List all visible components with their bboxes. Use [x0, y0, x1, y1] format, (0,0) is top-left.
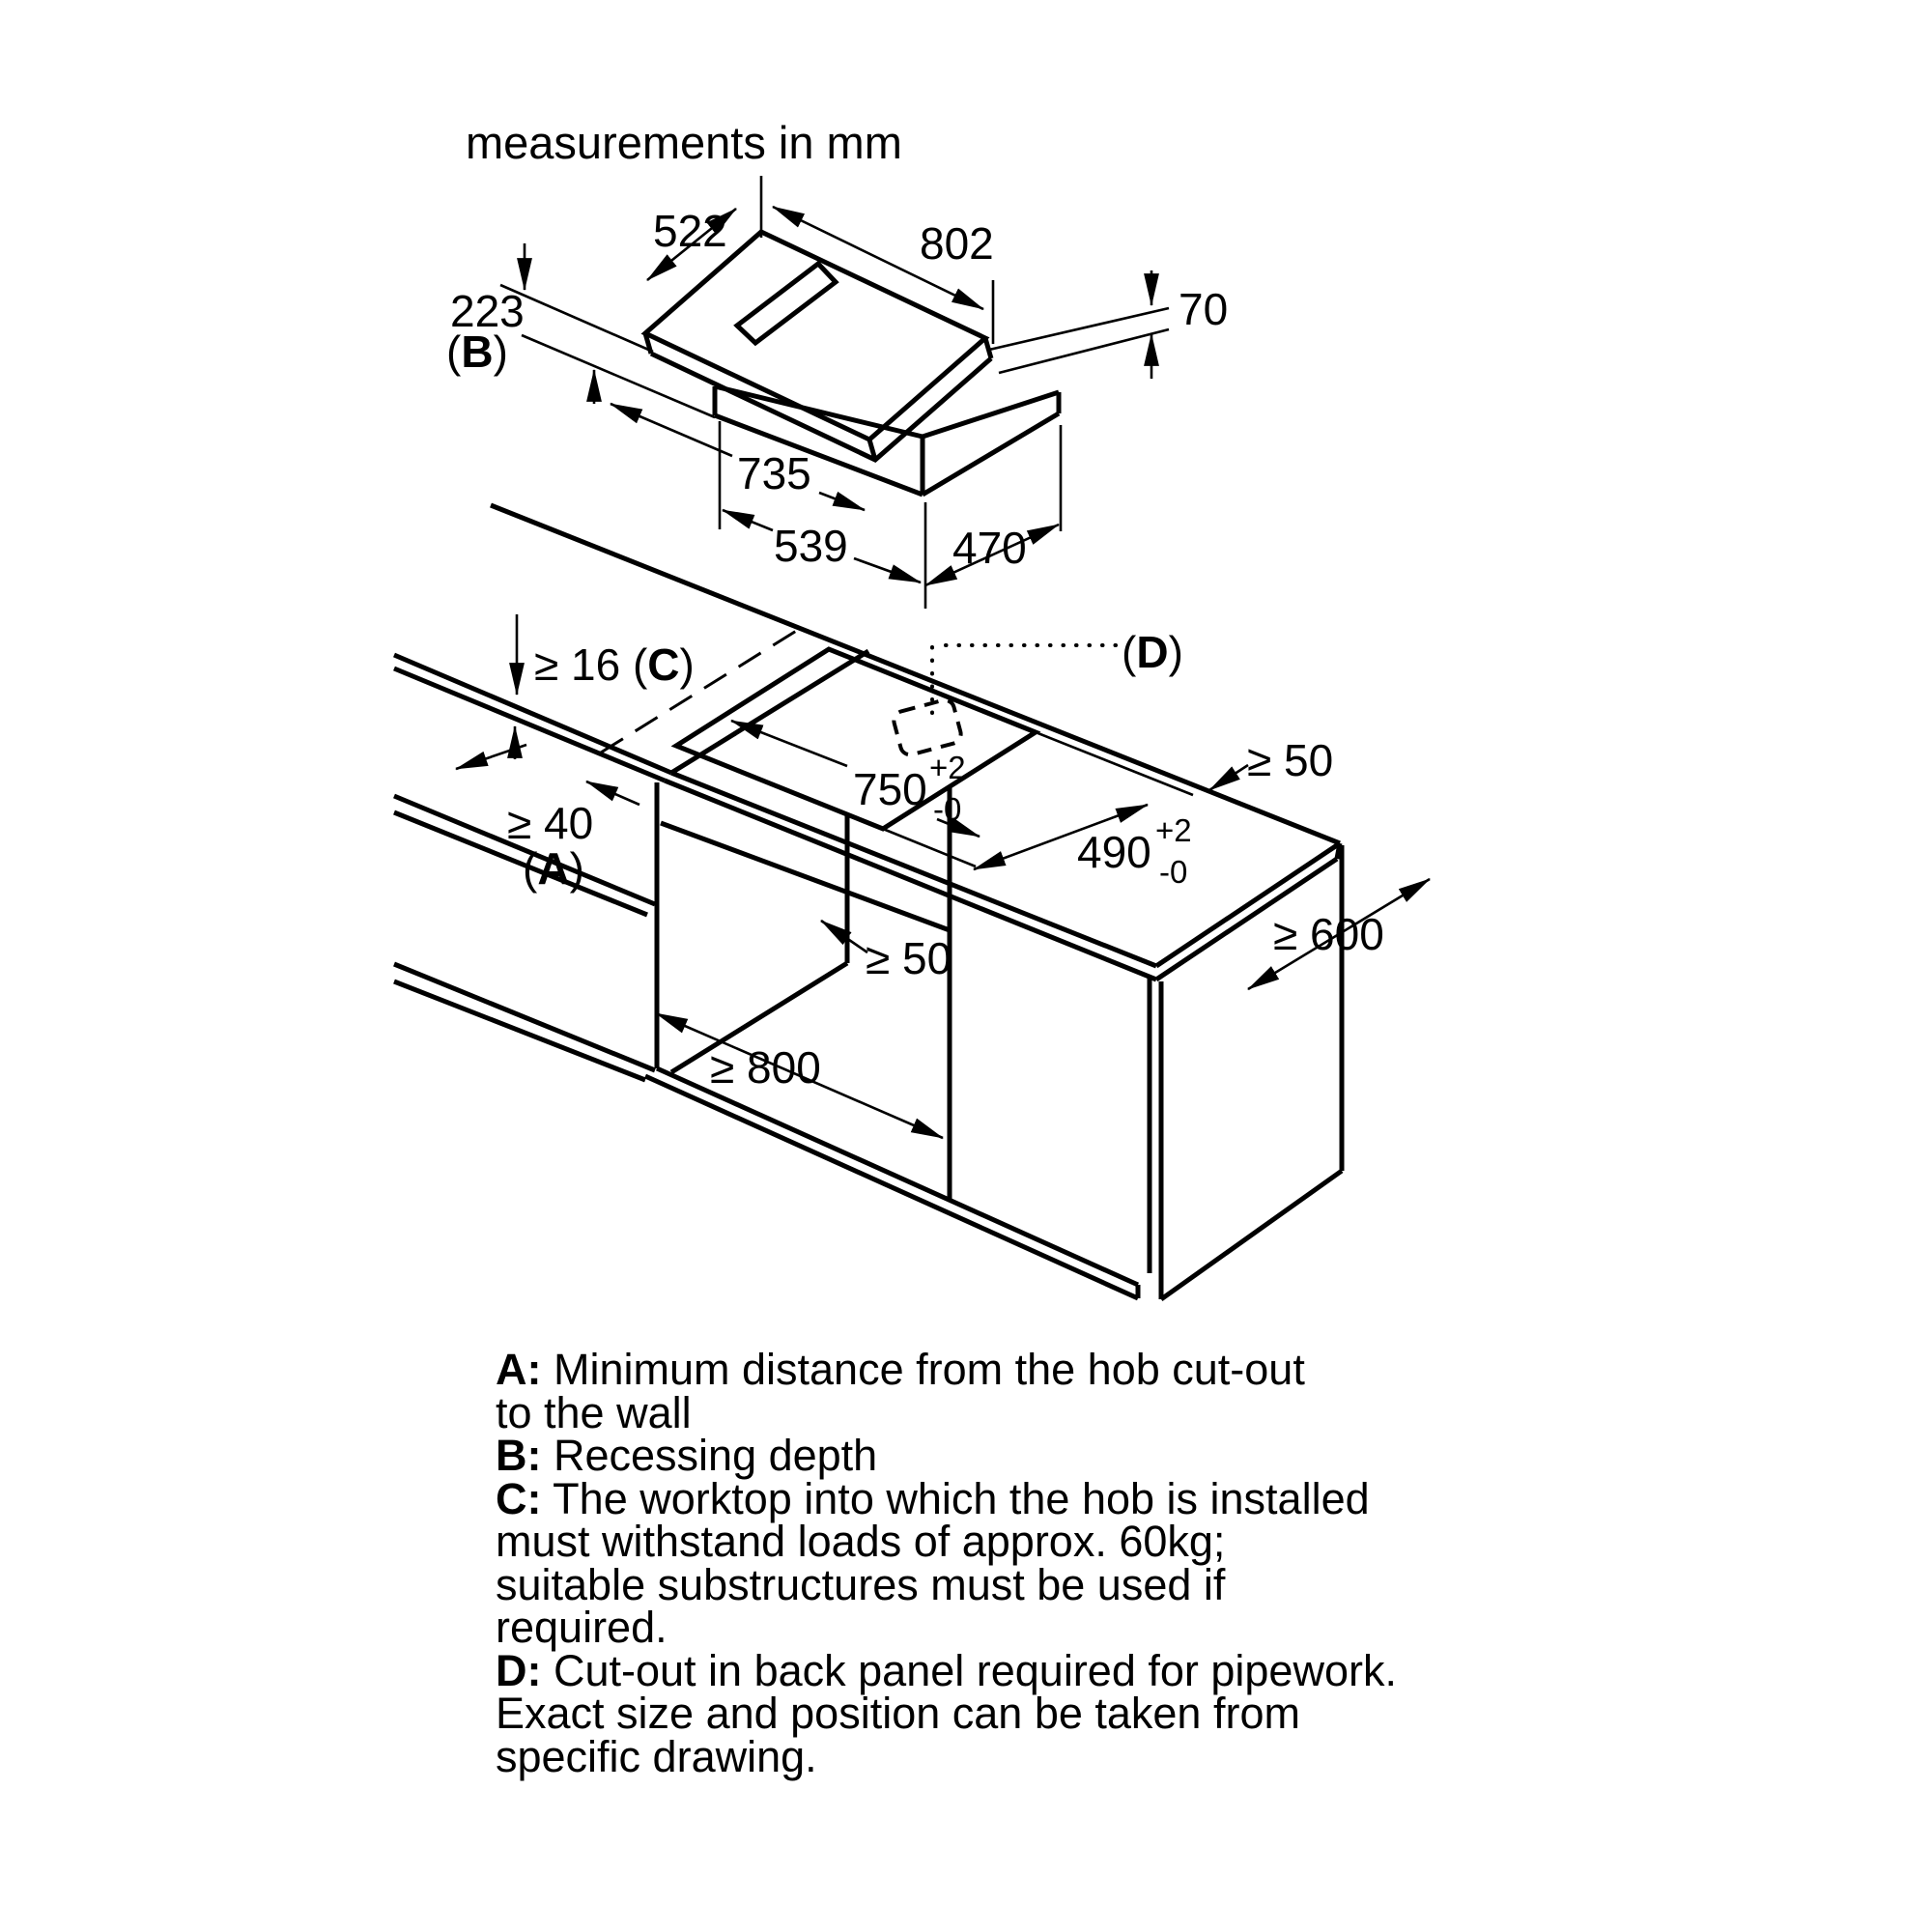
dim-cabinet-depth	[1248, 879, 1430, 989]
dim-800-label: ≥ 800	[710, 1042, 821, 1093]
dim-470	[925, 425, 1061, 585]
dim-wall-distance	[456, 745, 639, 894]
dim-70	[989, 270, 1228, 379]
vent-slot	[737, 264, 836, 343]
dim-223-label: 223	[450, 286, 525, 336]
legend-row: B: Recessing depth	[496, 1431, 878, 1480]
back-panel-cutout	[892, 698, 963, 757]
dim-490-label: 490	[1077, 827, 1151, 877]
dim-70-label: 70	[1179, 284, 1229, 334]
dim-cabinet-width	[656, 1013, 943, 1138]
legend-row: to the wall	[496, 1387, 692, 1437]
legend	[496, 1345, 1442, 1781]
worktop	[665, 651, 1340, 980]
legend-row: Exact size and position can be taken from	[496, 1689, 1300, 1738]
dim-735-label: 735	[737, 448, 811, 498]
top-diagram	[446, 176, 1228, 609]
dim-worktop-thickness	[515, 614, 695, 759]
cabinet	[645, 782, 1342, 1299]
dim-front-clearance	[821, 921, 952, 983]
page-title: measurements in mm	[466, 117, 902, 168]
dim-802-label: 802	[920, 218, 994, 269]
legend-row: A: Minimum distance from the hob cut-out	[496, 1345, 1305, 1394]
dim-50-top-label: ≥ 50	[1247, 735, 1334, 785]
dim-16C-label: ≥ 16 (C)	[534, 639, 695, 690]
dim-490-tol-plus: +2	[1155, 812, 1192, 848]
dim-750-tol-plus: +2	[929, 750, 966, 785]
dim-40-key: (A)	[523, 843, 584, 894]
legend-row: required.	[496, 1603, 668, 1652]
dim-539-label: 539	[774, 521, 848, 571]
dim-750-tol-minus: -0	[933, 791, 962, 827]
dim-750-label: 750	[853, 764, 927, 814]
dim-522-label: 522	[653, 206, 727, 256]
legend-row: specific drawing.	[496, 1731, 817, 1781]
legend-row: D: Cut-out in back panel required for pipework.	[496, 1645, 1397, 1695]
middle-diagram	[394, 505, 1430, 1299]
dim-D-key: (D)	[1122, 627, 1183, 677]
dim-522	[647, 176, 761, 280]
dim-223	[446, 243, 715, 417]
legend-row: C: The worktop into which the hob is installed	[496, 1473, 1370, 1523]
legend-row: must withstand loads of approx. 60kg;	[496, 1517, 1226, 1566]
dim-side-clearance	[1209, 735, 1333, 790]
legend-row: suitable substructures must be used if	[496, 1559, 1226, 1609]
dim-223-key: (B)	[446, 327, 508, 377]
dim-490-tol-minus: -0	[1159, 854, 1188, 890]
dim-50-front-label: ≥ 50	[866, 933, 952, 983]
dim-600-label: ≥ 600	[1273, 909, 1384, 959]
dim-470-label: 470	[952, 523, 1027, 573]
dim-40-label: ≥ 40	[507, 798, 594, 848]
